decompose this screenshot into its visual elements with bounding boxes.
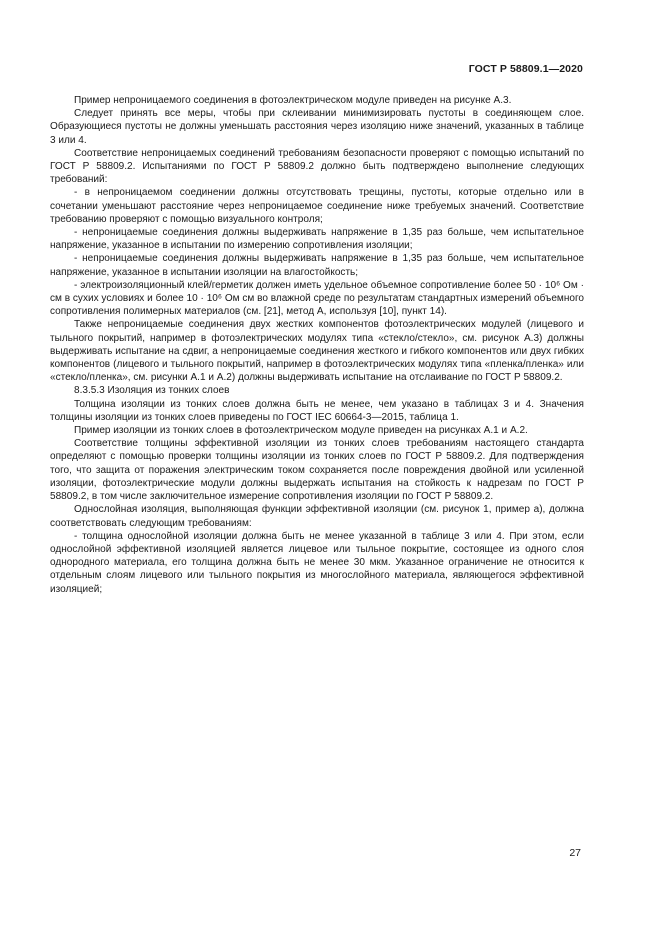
document-header: ГОСТ Р 58809.1—2020 <box>468 63 583 75</box>
paragraph: Однослойная изоляция, выполняющая функции эффективной изоляции (см. рисунок 1, пример а), должна соответствовать следующим требованиям: <box>50 504 584 529</box>
paragraph: Также непроницаемые соединения двух жестких компонентов фотоэлектрических модулей (лицевого и тыльного покрытий, например в фотоэлектрических модулях типа «стекло/стекло», см. рисунок А.3) должны выдерживать испытание на сдвиг, а непроницаемые соединения жесткого и гибкого компонентов или двух гибких компонентов (лицевого и тыльного покрытий, например в фотоэлектрических модулях типа «пленка/пленка» или «стекло/пленка», см. рисунки А.1 и А.2) должны выдерживать испытание на отслаивание по ГОСТ Р 58809.2. <box>50 319 584 384</box>
paragraph: Толщина изоляции из тонких слоев должна быть не менее, чем указано в таблицах 3 и 4. Значения толщины изоляции из тонких слоев приведены по ГОСТ IEC 60664-3—2015, таблица 1. <box>50 398 584 423</box>
paragraph: Следует принять все меры, чтобы при склеивании минимизировать пустоты в соединяющем слое. Образующиеся пустоты не должны уменьшать расстояния через изоляцию ниже значений, указанных в таблице 3 или 4. <box>50 108 584 146</box>
paragraph: Соответствие толщины эффективной изоляции из тонких слоев требованиям настоящего стандарта определяют с помощью проверки толщины изоляции из тонких слоев по ГОСТ Р 58809.2. Для подтверждения того, что защита от поражения электрическим током сохраняется после повреждения двойной или усиленной изоляции, фотоэлектрические модули должны выдержать испытания на стойкость к надрезам по ГОСТ Р 58809.2, в том числе заключительное измерение сопротивления изоляции по ГОСТ Р 58809.2. <box>50 438 584 503</box>
paragraph: Пример непроницаемого соединения в фотоэлектрическом модуле приведен на рисунке А.3. <box>74 95 512 106</box>
list-item: - толщина однослойной изоляции должна быть не менее указанной в таблице 3 или 4. При этом, если однослойной эффективной изоляцией является лицевое или тыльное покрытие, состоящее из одного слоя однородного материала, его толщина должна быть не менее 30 мкм. Указанное ограничение не относится к отдельным слоям лицевого или тыльного покрытия из многослойного материала, являющегося эффективной изоляцией; <box>50 530 584 595</box>
list-item: - электроизоляционный клей/герметик должен иметь удельное объемное сопротивление более 50 · 10⁶ Ом · см в сухих условиях и более 10 · 10⁶ Ом см во влажной среде по результатам стандартных измерений объемного сопротивления полимерных материалов (см. [21], метод А, используя [10], пункт 14). <box>50 279 584 318</box>
list-item: - в непроницаемом соединении должны отсутствовать трещины, пустоты, которые отдельно или в сочетании уменьшают расстояние через непроницаемое соединение ниже требуемых значений. Соответствие требованию проверяют с помощью визуального контроля; <box>50 187 584 225</box>
list-item: - непроницаемые соединения должны выдерживать напряжение в 1,35 раз больше, чем испытательное напряжение, указанное в испытании изоляции на влагостойкость; <box>50 253 584 278</box>
paragraph: Пример изоляции из тонких слоев в фотоэлектрическом модуле приведен на рисунках А.1 и А.2. <box>74 425 528 437</box>
page-number: 27 <box>569 847 581 859</box>
body-text <box>50 94 584 596</box>
paragraph: Соответствие непроницаемых соединений требованиям безопасности проверяют с помощью испытаний по ГОСТ Р 58809.2. Испытаниями по ГОСТ Р 58809.2 должно быть подтверждено выполнение следующих требований: <box>50 147 584 186</box>
list-item: - непроницаемые соединения должны выдерживать напряжение в 1,35 раз больше, чем испытательное напряжение, указанное в испытании по измерению сопротивления изоляции; <box>50 227 584 252</box>
section-heading: 8.3.5.3 Изоляция из тонких слоев <box>74 385 230 397</box>
